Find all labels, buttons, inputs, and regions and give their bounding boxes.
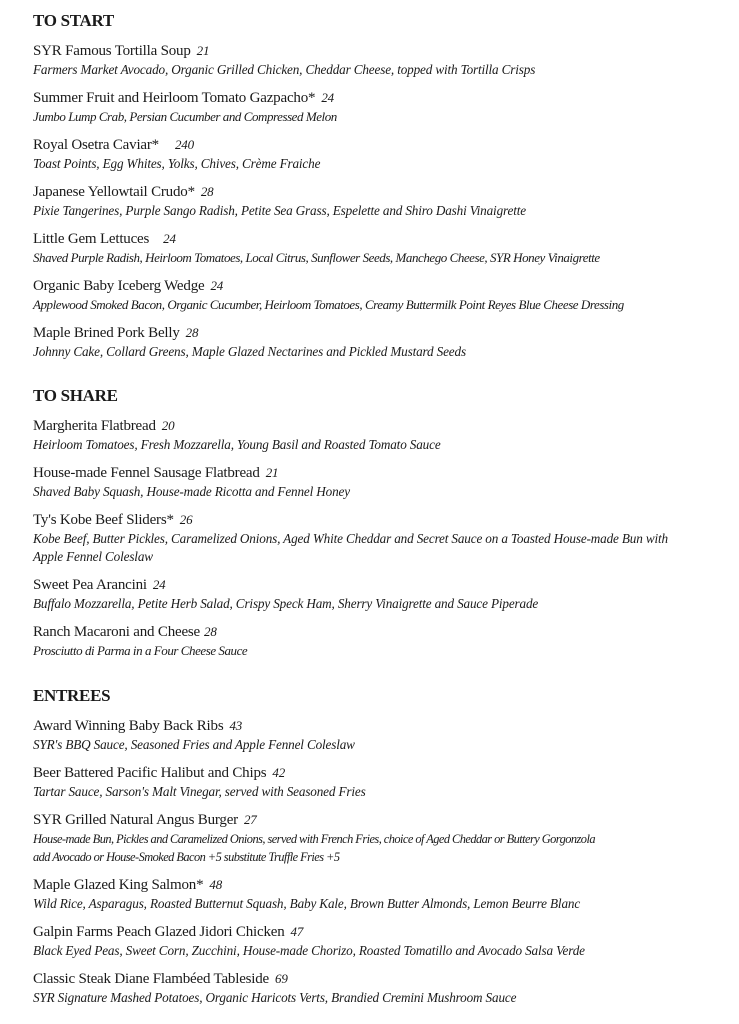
item-name: Margherita Flatbread xyxy=(33,418,156,434)
item-name: Summer Fruit and Heirloom Tomato Gazpacho* xyxy=(33,90,316,106)
item-price: 47 xyxy=(290,924,304,939)
item-description: Black Eyed Peas, Sweet Corn, Zucchini, House-made Chorizo, Roasted Tomatillo and Avocado Salsa Verde xyxy=(33,943,585,958)
item-description: Tartar Sauce, Sarson's Malt Vinegar, served with Seasoned Fries xyxy=(33,784,366,799)
item-description: Johnny Cake, Collard Greens, Maple Glazed Nectarines and Pickled Mustard Seeds xyxy=(33,344,466,359)
item-description: Prosciutto di Parma in a Four Cheese Sauce xyxy=(33,643,248,658)
item-price: 42 xyxy=(272,765,285,780)
section-title: TO START xyxy=(33,11,114,30)
item-price: 48 xyxy=(209,877,222,892)
item-name: Classic Steak Diane Flambéed Tableside xyxy=(33,971,270,987)
item-price: 21 xyxy=(265,465,279,480)
menu-item xyxy=(33,622,698,660)
item-price: 26 xyxy=(179,512,193,527)
section-to-start xyxy=(33,10,624,361)
section-items xyxy=(33,41,624,361)
section-items xyxy=(33,416,698,660)
section-to-share xyxy=(33,385,698,660)
menu-item xyxy=(33,276,624,314)
menu-item xyxy=(33,875,595,913)
item-price: 24 xyxy=(210,278,224,293)
item-price: 24 xyxy=(152,577,166,592)
item-price: 240 xyxy=(174,137,194,152)
item-description: SYR's BBQ Sauce, Seasoned Fries and Apple Fennel Coleslaw xyxy=(33,737,355,752)
menu-item xyxy=(33,182,624,220)
item-price: 28 xyxy=(185,325,199,340)
menu-item xyxy=(33,229,624,267)
item-description: Shaved Purple Radish, Heirloom Tomatoes, Local Citrus, Sunflower Seeds, Manchego Cheese, SYR Honey Vinaigrette xyxy=(33,250,600,265)
item-description: Heirloom Tomatoes, Fresh Mozzarella, Young Basil and Roasted Tomato Sauce xyxy=(33,437,441,452)
item-description: Applewood Smoked Bacon, Organic Cucumber, Heirloom Tomatoes, Creamy Buttermilk Point Reyes Blue Cheese Dressing xyxy=(33,297,624,312)
item-name: SYR Famous Tortilla Soup xyxy=(33,43,191,59)
item-name: Ty's Kobe Beef Sliders* xyxy=(33,512,174,528)
item-description: Buffalo Mozzarella, Petite Herb Salad, Crispy Speck Ham, Sherry Vinaigrette and Sauce Piperade xyxy=(33,596,539,611)
item-name: Maple Brined Pork Belly xyxy=(33,325,180,341)
item-name: Maple Glazed King Salmon* xyxy=(33,877,204,893)
section-items xyxy=(33,716,595,1007)
item-name: Beer Battered Pacific Halibut and Chips xyxy=(33,765,267,781)
item-name: Japanese Yellowtail Crudo* xyxy=(33,184,195,200)
section-title: ENTREES xyxy=(33,686,111,705)
item-price: 69 xyxy=(275,971,288,986)
section-entrees xyxy=(33,685,595,1007)
menu-item xyxy=(33,88,624,126)
item-price: 21 xyxy=(196,43,210,58)
item-name: Royal Osetra Caviar* xyxy=(33,137,159,153)
menu-item xyxy=(33,323,624,361)
item-name: House-made Fennel Sausage Flatbread xyxy=(33,465,260,481)
item-price: 24 xyxy=(163,231,176,246)
menu-item xyxy=(33,135,624,173)
menu-item xyxy=(33,510,698,566)
item-name: Organic Baby Iceberg Wedge xyxy=(33,278,205,294)
item-name: Little Gem Lettuces xyxy=(33,231,150,247)
menu-item xyxy=(33,463,698,501)
item-name: Galpin Farms Peach Glazed Jidori Chicken xyxy=(33,924,285,940)
item-description: House-made Bun, Pickles and Caramelized Onions, served with French Fries, choice of Aged Cheddar or Buttery Gorgonzola xyxy=(33,832,595,846)
menu-item xyxy=(33,41,624,79)
item-description: Pixie Tangerines, Purple Sango Radish, Petite Sea Grass, Espelette and Shiro Dashi Vinaigrette xyxy=(33,203,526,218)
item-addons: add Avocado or House-Smoked Bacon +5 substitute Truffle Fries +5 xyxy=(33,850,340,864)
item-name: Ranch Macaroni and Cheese xyxy=(33,624,201,640)
menu-item xyxy=(33,763,595,801)
item-description: Wild Rice, Asparagus, Roasted Butternut Squash, Baby Kale, Brown Butter Almonds, Lemon Beurre Blanc xyxy=(33,896,581,911)
item-name: Sweet Pea Arancini xyxy=(33,577,147,593)
item-price: 28 xyxy=(200,184,214,199)
menu-item xyxy=(33,575,698,613)
item-name: SYR Grilled Natural Angus Burger xyxy=(33,812,238,828)
item-price: 28 xyxy=(204,624,217,639)
menu-item xyxy=(33,810,595,866)
item-name: Award Winning Baby Back Ribs xyxy=(33,718,224,734)
menu-item xyxy=(33,416,698,454)
item-description: Toast Points, Egg Whites, Yolks, Chives, Crème Fraiche xyxy=(33,156,321,171)
item-description: SYR Signature Mashed Potatoes, Organic Haricots Verts, Brandied Cremini Mushroom Sauce xyxy=(33,990,517,1005)
item-price: 43 xyxy=(229,718,243,733)
item-price: 24 xyxy=(321,90,334,105)
item-price: 27 xyxy=(243,812,257,827)
item-description: Farmers Market Avocado, Organic Grilled Chicken, Cheddar Cheese, topped with Tortilla Crisps xyxy=(33,62,536,77)
section-title: TO SHARE xyxy=(33,386,118,405)
item-price: 20 xyxy=(161,418,175,433)
menu-item xyxy=(33,716,595,754)
item-description: Shaved Baby Squash, House-made Ricotta and Fennel Honey xyxy=(33,484,350,499)
menu-item xyxy=(33,922,595,960)
menu-item xyxy=(33,969,595,1007)
item-description: Kobe Beef, Butter Pickles, Caramelized Onions, Aged White Cheddar and Secret Sauce on a Toasted House-made Bun with Apple Fennel Coleslaw xyxy=(33,531,668,564)
item-description: Jumbo Lump Crab, Persian Cucumber and Compressed Melon xyxy=(33,109,337,124)
